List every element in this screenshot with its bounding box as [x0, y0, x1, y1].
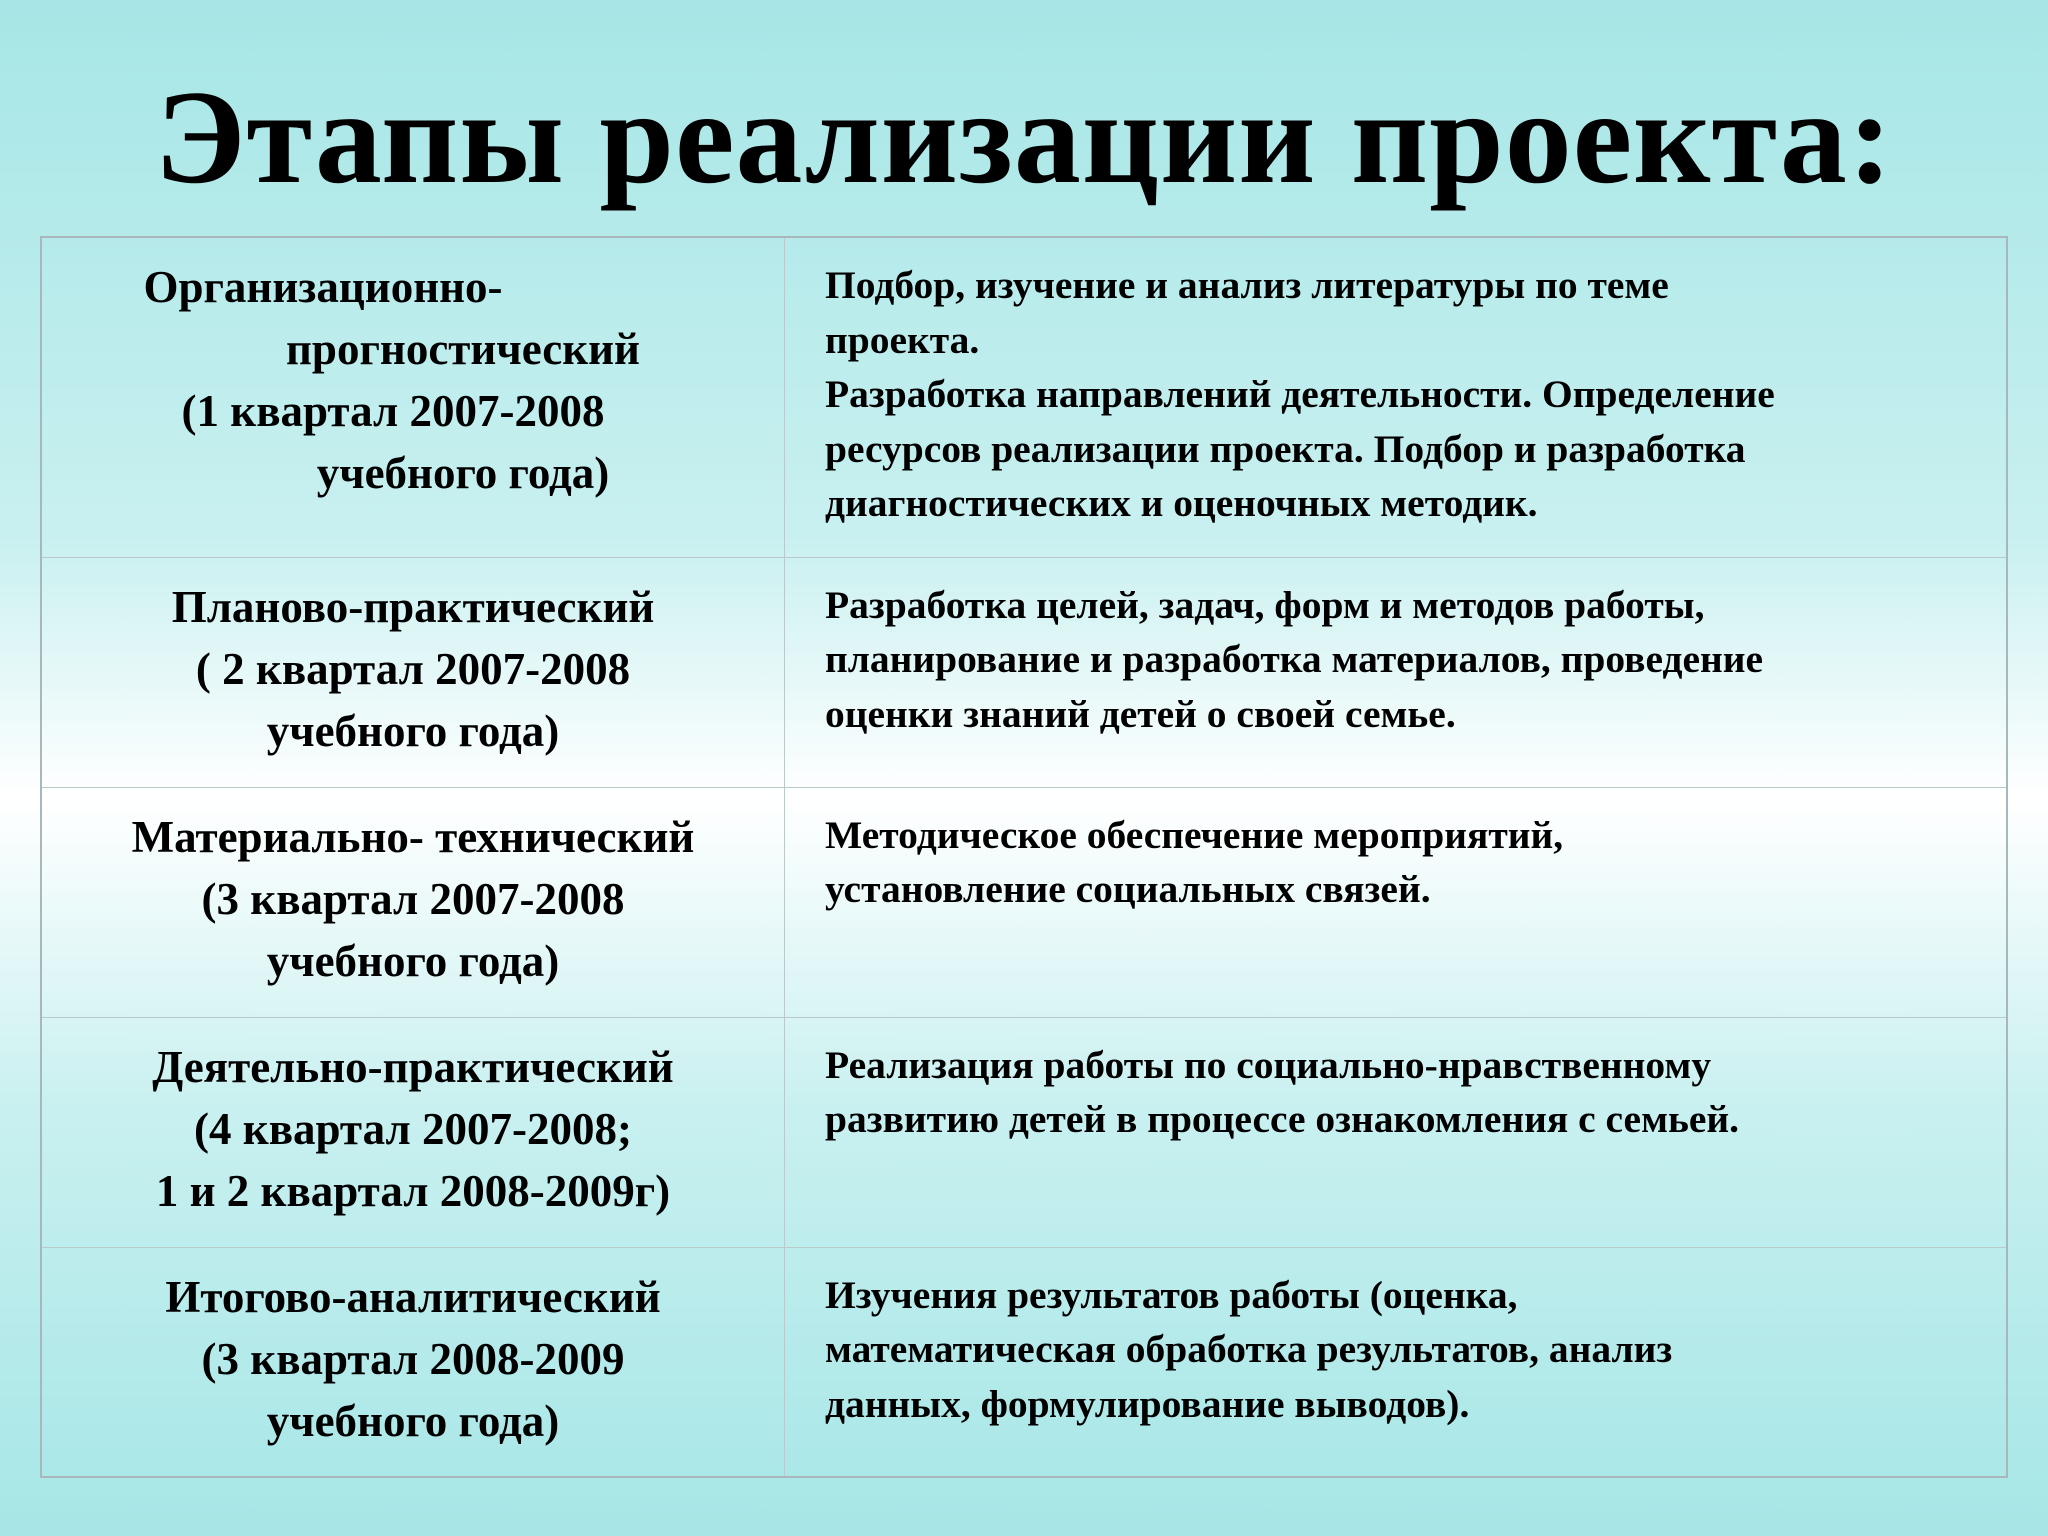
- stage-name-line: (4 квартал 2007-2008;: [194, 1103, 632, 1154]
- stage-desc-line: оценки знаний детей о своей семье.: [825, 691, 1456, 736]
- stage-name: [41, 557, 785, 787]
- stage-desc-line: установление социальных связей.: [825, 867, 1431, 911]
- stage-description: [785, 237, 2008, 557]
- stage-desc-line: планирование и разработка материалов, проведение: [825, 637, 1764, 681]
- stage-desc-line: Разработка целей, задач, форм и методов работы,: [825, 582, 1705, 627]
- stage-name-line: 1 и 2 квартал 2008-2009г): [155, 1165, 671, 1216]
- stage-desc-line: развитию детей в процессе ознакомления с семьей.: [825, 1097, 1740, 1141]
- stage-name-line: (3 квартал 2008-2009: [201, 1333, 625, 1384]
- stage-desc-line: диагностических и оценочных методик.: [825, 481, 1538, 525]
- stage-name-line: Материально- технический: [131, 811, 695, 862]
- stage-desc-line: Методическое обеспечение мероприятий,: [825, 812, 1564, 857]
- stages-table: [40, 236, 2008, 1478]
- stage-name: [41, 787, 785, 1017]
- table-row: [41, 787, 2007, 1017]
- stage-desc-line: проекта.: [825, 317, 980, 362]
- table-row: [41, 557, 2007, 787]
- stage-desc-line: Подбор, изучение и анализ литературы по теме: [825, 263, 1669, 307]
- stage-desc-line: ресурсов реализации проекта. Подбор и разработка: [825, 426, 1746, 471]
- stage-description: [785, 787, 2008, 1017]
- stage-name-line: учебного года): [266, 705, 560, 756]
- stage-name: [41, 1017, 785, 1247]
- table-row: [41, 237, 2007, 557]
- slide-title: Этапы реализации проекта:: [154, 63, 1894, 211]
- table-row: [41, 1017, 2007, 1247]
- stage-desc-line: Разработка направлений деятельности. Определение: [825, 372, 1775, 416]
- stage-name-line: учебного года): [316, 448, 610, 498]
- stage-name-line: Организационно-: [143, 262, 503, 312]
- stage-desc-line: данных, формулирование выводов).: [825, 1381, 1470, 1426]
- stage-name-line: Деятельно-практический: [152, 1041, 674, 1092]
- stage-name: [41, 1247, 785, 1477]
- stage-name-line: прогностический: [286, 324, 640, 374]
- stage-name-line: учебного года): [266, 935, 560, 986]
- stage-description: [785, 1247, 2008, 1477]
- stage-name-line: (3 квартал 2007-2008: [201, 873, 625, 924]
- stage-name: [41, 237, 785, 557]
- stage-desc-line: Изучения результатов работы (оценка,: [825, 1272, 1518, 1317]
- table-row: [41, 1247, 2007, 1477]
- stage-name-line: Планово-практический: [171, 581, 655, 632]
- stage-description: [785, 1017, 2008, 1247]
- stage-description: [785, 557, 2008, 787]
- stage-name-line: Итогово-аналитический: [165, 1271, 661, 1322]
- stage-desc-line: Реализация работы по социально-нравственному: [825, 1042, 1712, 1087]
- stage-name-line: (1 квартал 2007-2008: [181, 386, 605, 436]
- stage-name-line: ( 2 квартал 2007-2008: [195, 643, 631, 694]
- stage-desc-line: математическая обработка результатов, анализ: [825, 1327, 1673, 1371]
- stage-name-line: учебного года): [266, 1395, 560, 1446]
